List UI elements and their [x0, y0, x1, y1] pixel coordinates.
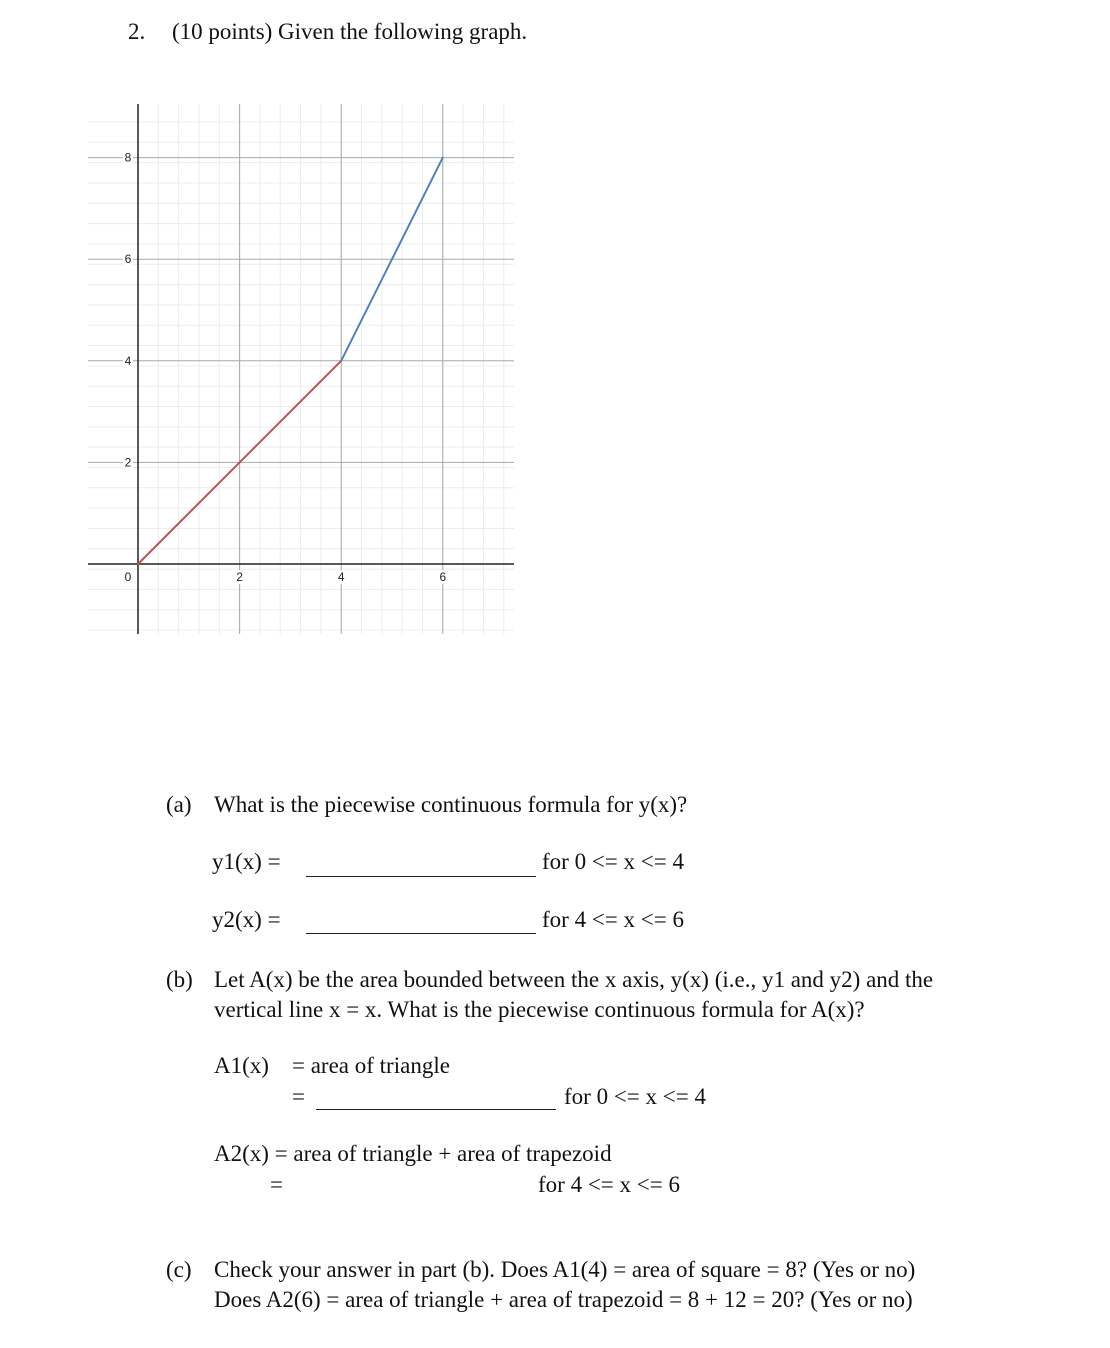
- y1-label: y1(x) =: [212, 849, 281, 874]
- a2-line: A2(x) = area of triangle + area of trapezoid: [214, 1141, 612, 1166]
- a1-label: A1(x): [214, 1053, 269, 1078]
- a2-equals: =: [270, 1172, 283, 1197]
- problem-number: 2.: [128, 19, 146, 44]
- a1-desc: = area of triangle: [292, 1053, 450, 1078]
- part-b-label: (b): [166, 967, 193, 992]
- y1-domain: for 0 <= x <= 4: [542, 849, 684, 874]
- y-tick-4: 4: [124, 353, 132, 368]
- a1-answer-blank[interactable]: [316, 1087, 556, 1110]
- x-tick-0: 0: [124, 570, 132, 584]
- y-tick-2: 2: [124, 455, 132, 470]
- x-tick-2: 2: [236, 570, 243, 584]
- y-tick-6: 6: [124, 252, 132, 267]
- minor-grid: [88, 104, 514, 634]
- y-tick-8: 8: [124, 150, 132, 165]
- graph: [88, 104, 514, 634]
- part-b-line1: Let A(x) be the area bounded between the x axis, y(x) (i.e., y1 and y2) and the: [214, 967, 934, 992]
- part-b-line2: vertical line x = x. What is the piecewise continuous formula for A(x)?: [214, 997, 865, 1022]
- part-c-line2: Does A2(6) = area of triangle + area of trapezoid = 8 + 12 = 20? (Yes or no): [214, 1287, 913, 1312]
- x-tick-4: 4: [337, 570, 345, 584]
- y2-domain: for 4 <= x <= 6: [542, 907, 684, 932]
- x-tick-6: 6: [439, 570, 447, 584]
- problem-title: (10 points) Given the following graph.: [172, 19, 528, 44]
- a1-equals: =: [292, 1084, 305, 1109]
- y2-answer-blank[interactable]: [306, 911, 536, 934]
- a1-domain: for 0 <= x <= 4: [564, 1084, 706, 1109]
- y2-label: y2(x) =: [212, 907, 281, 932]
- y1-answer-blank[interactable]: [306, 854, 536, 877]
- part-c-line1: Check your answer in part (b). Does A1(4) = area of square = 8? (Yes or no): [214, 1257, 916, 1282]
- tick-layer: [123, 151, 448, 584]
- a2-domain: for 4 <= x <= 6: [538, 1172, 680, 1197]
- part-c-label: (c): [166, 1257, 192, 1282]
- part-a-label: (a): [166, 792, 192, 817]
- part-a-question: What is the piecewise continuous formula for y(x)?: [214, 792, 688, 817]
